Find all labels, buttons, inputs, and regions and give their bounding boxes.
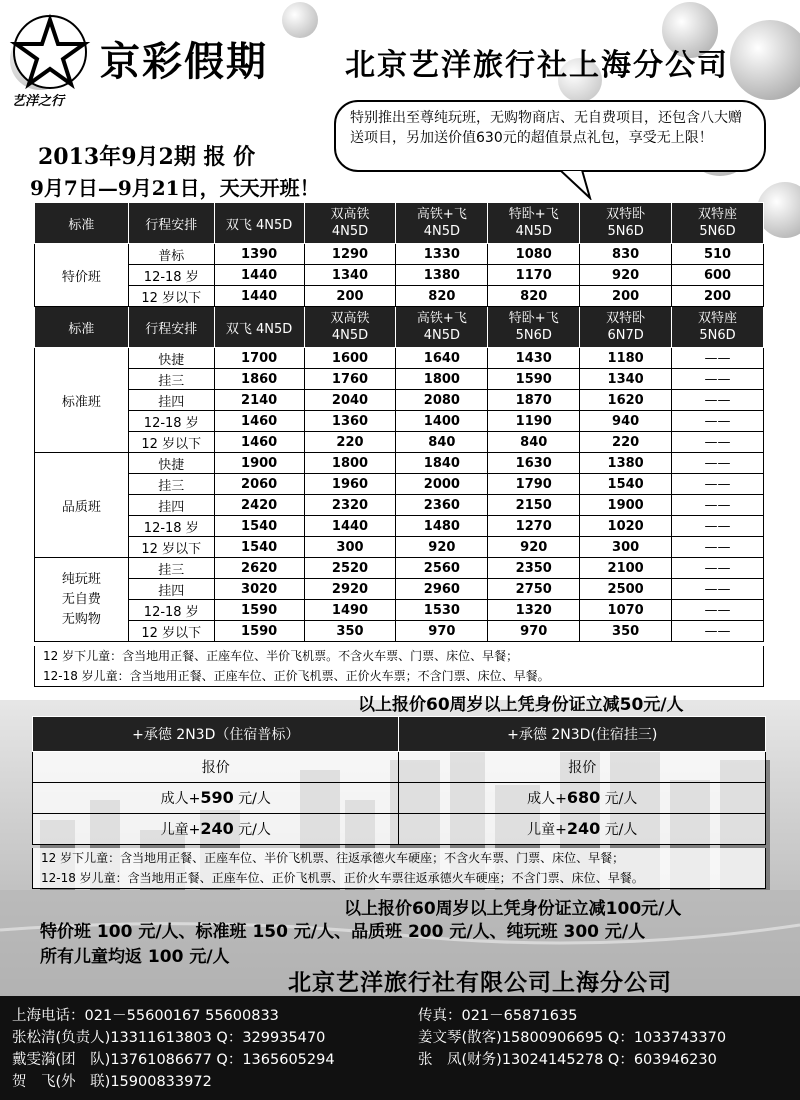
price-cell: 1840: [396, 453, 488, 474]
price-cell: 350: [304, 621, 396, 642]
child-value: 240: [566, 819, 601, 838]
price-cell: 600: [672, 265, 764, 286]
dash-cell: ——: [672, 579, 764, 600]
unit: 元/人: [600, 791, 638, 807]
price-cell: 2040: [304, 390, 396, 411]
price-cell: 350: [580, 621, 672, 642]
header-cell: 高铁+飞 4N5D: [396, 203, 488, 244]
dash-cell: ——: [672, 390, 764, 411]
price-label: 报价: [399, 752, 766, 783]
chengde-notes: [32, 848, 766, 889]
contact-line: 张松清(负责人)13311613803 Q：329935470: [12, 1030, 326, 1046]
brand-title: 京彩假期: [100, 39, 268, 85]
price-cell: 2000: [396, 474, 488, 495]
logo-text: 艺洋之行: [12, 94, 65, 109]
price-cell: 830: [580, 244, 672, 265]
price-cell: 1330: [396, 244, 488, 265]
price-cell: 3020: [214, 579, 304, 600]
price-cell: 200: [580, 286, 672, 307]
price-cell: 2060: [214, 474, 304, 495]
price-cell: 1460: [214, 411, 304, 432]
table-row: [35, 244, 764, 265]
header-cell: 行程安排: [128, 307, 214, 348]
table-row: [35, 621, 764, 642]
itinerary-cell: 普标: [128, 244, 214, 265]
price-cell: 1290: [304, 244, 396, 265]
price-cell: 2960: [396, 579, 488, 600]
price-cell: 1540: [580, 474, 672, 495]
price-cell: 1180: [580, 348, 672, 369]
price-cell: 1800: [304, 453, 396, 474]
dash-cell: ——: [672, 537, 764, 558]
price-cell: 970: [488, 621, 580, 642]
itinerary-cell: 12 岁以下: [128, 537, 214, 558]
price-cell: 1320: [488, 600, 580, 621]
price-cell: 1530: [396, 600, 488, 621]
adult-price-left: [33, 783, 399, 814]
header-cell: 双飞 4N5D: [214, 203, 304, 244]
chengde-header-right: +承德 2N3D(住宿挂三): [399, 717, 766, 752]
price-cell: 220: [580, 432, 672, 453]
price-cell: 1340: [304, 265, 396, 286]
header-cell: 双特卧 6N7D: [580, 307, 672, 348]
company-name-top: 北京艺洋旅行社上海分公司: [345, 48, 729, 83]
price-cell: 2500: [580, 579, 672, 600]
table-row: [35, 579, 764, 600]
table-row: [35, 390, 764, 411]
price-cell: 920: [396, 537, 488, 558]
price-cell: 1900: [580, 495, 672, 516]
price-cell: 2360: [396, 495, 488, 516]
dash-cell: ——: [672, 516, 764, 537]
unit: 元/人: [233, 822, 271, 838]
pure-class-body: [35, 558, 764, 642]
table-row: [35, 537, 764, 558]
itinerary-cell: 挂三: [128, 558, 214, 579]
price-cell: 2320: [304, 495, 396, 516]
price-cell: 1400: [396, 411, 488, 432]
dash-cell: ——: [672, 453, 764, 474]
price-cell: 2520: [304, 558, 396, 579]
price-cell: 1590: [488, 369, 580, 390]
price-cell: 300: [580, 537, 672, 558]
table-row: [35, 495, 764, 516]
price-cell: 1340: [580, 369, 672, 390]
price-cell: 1430: [488, 348, 580, 369]
table-row: [35, 474, 764, 495]
itinerary-cell: 12-18 岁: [128, 411, 214, 432]
class-name-line: 纯玩班: [61, 571, 101, 587]
adult-value: 680: [566, 788, 601, 807]
quality-class-body: [35, 453, 764, 558]
phone: 上海电话：021－55600167 55600833: [12, 1008, 279, 1024]
table-row: [35, 558, 764, 579]
class-name-cell: 品质班: [35, 453, 129, 558]
price-cell: 1020: [580, 516, 672, 537]
itinerary-cell: 12 岁以下: [128, 286, 214, 307]
price-cell: 1900: [214, 453, 304, 474]
price-cell: 1630: [488, 453, 580, 474]
promo-bubble: 特别推出至尊纯玩班，无购物商店、无自费项目，还包含八大赠送项目，另加送价值630元的超值景点礼包，享受无上限！: [334, 100, 766, 172]
child-price-right: [399, 814, 766, 845]
price-cell: 200: [672, 286, 764, 307]
price-cell: 1170: [488, 265, 580, 286]
contact-line: 张 凤(财务)13024145278 Q：603946230: [418, 1052, 717, 1068]
price-cell: 1390: [214, 244, 304, 265]
itinerary-cell: 挂三: [128, 369, 214, 390]
price-cell: 220: [304, 432, 396, 453]
price-cell: 1080: [488, 244, 580, 265]
price-cell: 1700: [214, 348, 304, 369]
header-cell: 双飞 4N5D: [214, 307, 304, 348]
class-name-line: 无自费: [61, 591, 101, 607]
chengde-child-row: [33, 814, 766, 845]
price-cell: 1640: [396, 348, 488, 369]
price-cell: 1870: [488, 390, 580, 411]
dash-cell: ——: [672, 348, 764, 369]
price-table: [34, 202, 764, 642]
price-cell: 2420: [214, 495, 304, 516]
refund-line-1: 特价班 100 元/人、标准班 150 元/人、品质班 200 元/人、纯玩班 300 元/人: [40, 922, 646, 942]
dash-cell: ——: [672, 411, 764, 432]
class-name-line: 无购物: [61, 611, 101, 627]
header-cell: 双高铁 4N5D: [304, 203, 396, 244]
price-cell: 1590: [214, 600, 304, 621]
dash-cell: ——: [672, 621, 764, 642]
company-name-bottom: 北京艺洋旅行社有限公司上海分公司: [288, 969, 672, 996]
price-cell: 1380: [580, 453, 672, 474]
note-line: 12-18 岁儿童：含当地用正餐、正座车位、正价飞机票、正价火车票往返承德火车硬座；不含门票、床位、早餐。: [41, 871, 644, 885]
price-cell: 1490: [304, 600, 396, 621]
table-row: [35, 516, 764, 537]
contact-line: 贺 飞(外 联)15900833972: [12, 1074, 212, 1090]
itinerary-cell: 12 岁以下: [128, 432, 214, 453]
header-cell: 双特卧 5N6D: [580, 203, 672, 244]
price-cell: 1440: [304, 516, 396, 537]
child-prefix: 儿童+: [527, 822, 567, 838]
price-cell: 1960: [304, 474, 396, 495]
adult-price-right: [399, 783, 766, 814]
itinerary-cell: 12 岁以下: [128, 621, 214, 642]
price-cell: 1440: [214, 265, 304, 286]
table-row: [35, 453, 764, 474]
class-name-cell: 特价班: [35, 244, 129, 307]
standard-class-body: [35, 348, 764, 453]
price-cell: 2560: [396, 558, 488, 579]
price-cell: 820: [488, 286, 580, 307]
child-value: 240: [200, 819, 234, 838]
table-header-row: [35, 203, 764, 244]
price-cell: 970: [396, 621, 488, 642]
price-cell: 1270: [488, 516, 580, 537]
table-row: [35, 286, 764, 307]
price-cell: 1760: [304, 369, 396, 390]
price-cell: 1860: [214, 369, 304, 390]
price-cell: 1540: [214, 537, 304, 558]
price-cell: 840: [396, 432, 488, 453]
issue-title: 2013年9月2期 报 价: [38, 144, 256, 170]
price-notes: [34, 646, 764, 687]
dash-cell: ——: [672, 600, 764, 621]
dash-cell: ——: [672, 558, 764, 579]
period-title: 9月7日—9月21日，天天开班！: [30, 176, 320, 200]
price-label: 报价: [33, 752, 399, 783]
price-cell: 2100: [580, 558, 672, 579]
itinerary-cell: 挂四: [128, 495, 214, 516]
dash-cell: ——: [672, 495, 764, 516]
senior-discount-2: 以上报价60周岁以上凭身份证立减100元/人: [344, 899, 682, 919]
price-cell: 510: [672, 244, 764, 265]
table-row: [35, 369, 764, 390]
price-cell: 1460: [214, 432, 304, 453]
header-cell: 双特座 5N6D: [672, 203, 764, 244]
price-cell: 1380: [396, 265, 488, 286]
price-cell: 2140: [214, 390, 304, 411]
price-cell: 200: [304, 286, 396, 307]
unit: 元/人: [233, 791, 271, 807]
dash-cell: ——: [672, 474, 764, 495]
note-line: 12 岁下儿童：含当地用正餐、正座车位、半价飞机票、往返承德火车硬座；不含火车票、门票、床位、早餐；: [41, 851, 625, 865]
price-cell: 1620: [580, 390, 672, 411]
price-cell: 1790: [488, 474, 580, 495]
chengde-header-left: +承德 2N3D（住宿普标）: [33, 717, 399, 752]
child-price-left: [33, 814, 399, 845]
bubble-tail-icon: [560, 170, 620, 200]
price-cell: 820: [396, 286, 488, 307]
price-cell: 1070: [580, 600, 672, 621]
class-name-cell: [35, 558, 129, 642]
price-cell: 2750: [488, 579, 580, 600]
header-cell: 特卧+飞 5N6D: [488, 307, 580, 348]
special-class-body: [35, 244, 764, 307]
price-cell: 1540: [214, 516, 304, 537]
itinerary-cell: 快捷: [128, 348, 214, 369]
price-cell: 920: [488, 537, 580, 558]
itinerary-cell: 挂四: [128, 579, 214, 600]
table-header-row: [35, 307, 764, 348]
contact-footer: [0, 996, 800, 1100]
price-cell: 840: [488, 432, 580, 453]
table-row: [35, 265, 764, 286]
header-cell: 标准: [35, 307, 129, 348]
price-cell: 1480: [396, 516, 488, 537]
table-row: [35, 432, 764, 453]
chengde-table: [32, 716, 766, 845]
adult-prefix: 成人+: [527, 791, 567, 807]
dash-cell: ——: [672, 369, 764, 390]
fax: 传真：021－65871635: [418, 1008, 578, 1024]
chengde-adult-row: [33, 783, 766, 814]
contact-line: 戴雯漪(团 队)13761086677 Q：1365605294: [12, 1052, 335, 1068]
logo: [6, 10, 94, 109]
itinerary-cell: 12-18 岁: [128, 516, 214, 537]
itinerary-cell: 12-18 岁: [128, 600, 214, 621]
header-cell: 行程安排: [128, 203, 214, 244]
chengde-header-row: [33, 717, 766, 752]
price-cell: 1590: [214, 621, 304, 642]
price-cell: 1190: [488, 411, 580, 432]
price-cell: 1600: [304, 348, 396, 369]
itinerary-cell: 挂四: [128, 390, 214, 411]
header-cell: 高铁+飞 4N5D: [396, 307, 488, 348]
header-cell: 特卧+飞 4N5D: [488, 203, 580, 244]
chengde-price-label-row: [33, 752, 766, 783]
table-row: [35, 600, 764, 621]
price-cell: 2920: [304, 579, 396, 600]
adult-prefix: 成人+: [160, 791, 201, 807]
contact-line: 姜文琴(散客)15800906695 Q：1033743370: [418, 1030, 727, 1046]
table-row: [35, 411, 764, 432]
refund-line-2: 所有儿童均返 100 元/人: [40, 947, 230, 967]
itinerary-cell: 12-18 岁: [128, 265, 214, 286]
class-name-cell: 标准班: [35, 348, 129, 453]
price-cell: 1360: [304, 411, 396, 432]
price-cell: 920: [580, 265, 672, 286]
child-prefix: 儿童+: [160, 822, 201, 838]
senior-discount-1: 以上报价60周岁以上凭身份证立减50元/人: [358, 695, 684, 715]
price-cell: 2150: [488, 495, 580, 516]
price-cell: 1440: [214, 286, 304, 307]
itinerary-cell: 快捷: [128, 453, 214, 474]
dash-cell: ——: [672, 432, 764, 453]
adult-value: 590: [200, 788, 234, 807]
price-cell: 940: [580, 411, 672, 432]
price-cell: 2080: [396, 390, 488, 411]
price-cell: 2350: [488, 558, 580, 579]
price-cell: 300: [304, 537, 396, 558]
table-row: [35, 348, 764, 369]
unit: 元/人: [600, 822, 638, 838]
price-cell: 2620: [214, 558, 304, 579]
price-cell: 1800: [396, 369, 488, 390]
itinerary-cell: 挂三: [128, 474, 214, 495]
header-cell: 双特座 5N6D: [672, 307, 764, 348]
header-cell: 双高铁 4N5D: [304, 307, 396, 348]
header-cell: 标准: [35, 203, 129, 244]
note-line: 12-18 岁儿童：含当地用正餐、正座车位、正价飞机票、正价火车票；不含门票、床位、早餐。: [43, 669, 550, 683]
note-line: 12 岁下儿童：含当地用正餐、正座车位、半价飞机票。不含火车票、门票、床位、早餐；: [43, 649, 519, 663]
